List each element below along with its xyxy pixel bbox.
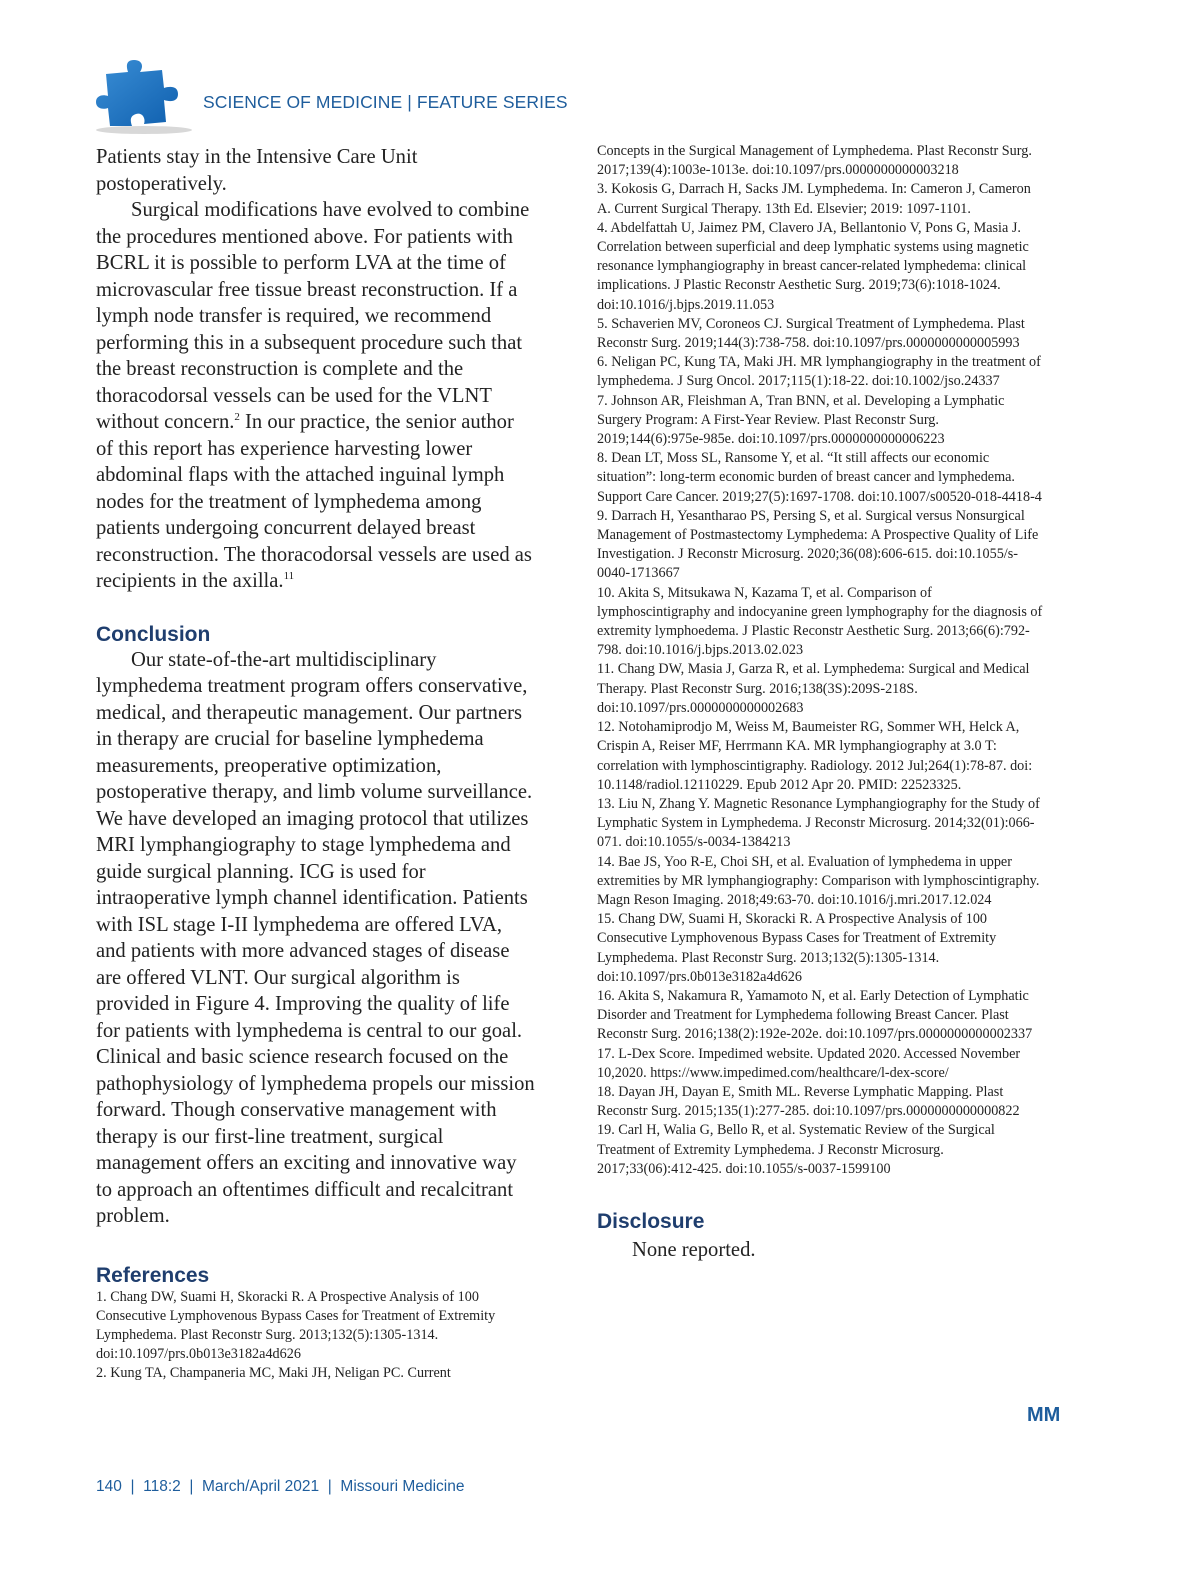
reference-item: 6. Neligan PC, Kung TA, Maki JH. MR lymphangiography in the treatment of lymphedema. J Surg Oncol. 2017;115(1):18-22. doi:10.1002/jso.24337	[597, 354, 1041, 390]
disclosure-heading: Disclosure	[597, 1209, 705, 1233]
reference-item: 7. Johnson AR, Fleishman A, Tran BNN, et al. Developing a Lymphatic Surgery Program: A First-Year Review. Plast Reconstr Surg. 2019;144(6):975e-985e. doi:10.1097/prs.0000000000006223	[597, 392, 1005, 448]
reference-list-left	[96, 1288, 536, 1384]
conclusion-heading: Conclusion	[96, 622, 211, 646]
body-paragraph	[96, 197, 536, 595]
reference-item: 9. Darrach H, Yesantharao PS, Persing S, et al. Surgical versus Nonsurgical Management of Postmastectomy Lymphedema: A Prospective Quality of Life Investigation. J Reconstr Microsurg. 2020;36(08):606-615. doi:10.1055/s-0040-1713667	[597, 507, 1039, 582]
reference-item: Concepts in the Surgical Management of Lymphedema. Plast Reconstr Surg. 2017;139(4):1003e-1013e. doi:10.1097/prs.0000000000003218	[597, 143, 1032, 179]
reference-item: 11. Chang DW, Masia J, Garza R, et al. Lymphedema: Surgical and Medical Therapy. Plast Reconstr Surg. 2016;138(3S):209S-218S. doi:10.1097/prs.0000000000002683	[597, 661, 1030, 716]
reference-list-right	[597, 142, 1047, 1179]
reference-item: 14. Bae JS, Yoo R-E, Choi SH, et al. Evaluation of lymphedema in upper extremities by MR lymphangiography: Comparison with lymphoscintigraphy. Magn Reson Imaging. 2018;49:63-70. doi:10.1016/j.mri.2017.12.024	[597, 853, 1040, 908]
reference-item: 15. Chang DW, Suami H, Skoracki R. A Prospective Analysis of 100 Consecutive Lymphovenous Bypass Cases for Treatment of Extremity Lymphedema. Plast Reconstr Surg. 2013;132(5):1305-1314. doi:10.1097/prs.0b013e3182a4d626	[597, 911, 997, 985]
reference-item: 13. Liu N, Zhang Y. Magnetic Resonance Lymphangiography for the Study of Lymphatic System in Lymphedema. J Reconstr Microsurg. 2014;32(01):066-071. doi:10.1055/s-0034-1384213	[597, 795, 1040, 851]
reference-item: 4. Abdelfattah U, Jaimez PM, Clavero JA, Bellantonio V, Pons G, Masia J. Correlation between superficial and deep lymphatic systems using magnetic resonance lymphangiography in breast cancer-related lymphedema: clinical implications. J Plastic Reconstr Aesthetic Surg. 2019;73(6):1018-1024. doi:10.1016/j.bjps.2019.11.053	[597, 219, 1029, 313]
body-text-run: In our practice, the senior author of this report has experience harvesting lower abdominal flaps with the attached inguinal lymph nodes for the treatment of lymphedema among patients undergoing concurrent delayed breast reconstruction. The thoracodorsal vessels are used as recipients in the axilla.	[96, 411, 532, 592]
reference-item: 12. Notohamiprodjo M, Weiss M, Baumeister RG, Sommer WH, Helck A, Crispin A, Reiser MF, Herrmann KA. MR lymphangiography at 3.0 T: correlation with lymphoscintigraphy. Radiology. 2012 Jul;264(1):78-87. doi: 10.1148/radiol.12110229. Epub 2012 Apr 20. PMID: 22523325.	[597, 719, 1033, 793]
right-column	[597, 142, 1047, 1263]
left-column	[96, 144, 536, 1384]
conclusion-paragraph: Our state-of-the-art multidisciplinary lymphedema treatment program offers conservative, medical, and therapeutic management. Our partners in therapy are crucial for baseline lymphedema measurements, preoperative optimization, postoperative therapy, and limb volume surveillance. We have developed an imaging protocol that utilizes MRI lymphangiography to stage lymphedema and guide surgical planning. ICG is used for intraoperative lymph channel identification. Patients with ISL stage I-II lymphedema are offered LVA, and patients with more advanced stages of disease are offered VLNT. Our surgical algorithm is provided in Figure 4. Improving the quality of life for patients with lymphedema is central to our goal. Clinical and basic science research focused on the pathophysiology of lymphedema propels our mission forward. Though conservative management with therapy is our first-line treatment, surgical management offers an exciting and innovative way to approach an oftentimes difficult and recalcitrant problem.	[96, 648, 535, 1227]
reference-item: 18. Dayan JH, Dayan E, Smith ML. Reverse Lymphatic Mapping. Plast Reconstr Surg. 2015;135(1):277-285. doi:10.1097/prs.0000000000000822	[597, 1083, 1020, 1120]
citation-marker: 2	[234, 411, 240, 424]
reference-item: 17. L-Dex Score. Impedimed website. Updated 2020. Accessed November 10,2020. https://www.impedimed.com/healthcare/l-dex-score/	[597, 1045, 1021, 1081]
reference-item: 1. Chang DW, Suami H, Skoracki R. A Prospective Analysis of 100 Consecutive Lymphovenous Bypass Cases for Treatment of Extremity Lymphedema. Plast Reconstr Surg. 2013;132(5):1305-1314. doi:10.1097/prs.0b013e3182a4d626	[96, 1288, 496, 1363]
disclosure-text: None reported.	[632, 1238, 756, 1261]
reference-item: 3. Kokosis G, Darrach H, Sacks JM. Lymphedema. In: Cameron J, Cameron A. Current Surgical Therapy. 13th Ed. Elsevier; 2019: 1097-1101.	[597, 181, 1031, 217]
body-text-run: Surgical modifications have evolved to combine the procedures mentioned above. For patients with BCRL it is possible to perform LVA at the time of microvascular free tissue breast reconstruction. If a lymph node transfer is required, we recommend performing this in a subsequent procedure such that the breast reconstruction is complete and the thoracodorsal vessels can be used for the VLNT without concern.	[96, 199, 530, 433]
body-paragraph: Patients stay in the Intensive Care Unit postoperatively.	[96, 146, 418, 195]
missouri-medicine-logo: MM	[1027, 1404, 1061, 1426]
series-title: SCIENCE OF MEDICINE | FEATURE SERIES	[203, 92, 568, 112]
reference-item: 10. Akita S, Mitsukawa N, Kazama T, et al. Comparison of lymphoscintigraphy and indocyanine green lymphography for the diagnosis of extremity lymphoedema. J Plastic Reconstr Aesthetic Surg. 2013;66(6):792-798. doi:10.1016/j.bjps.2013.02.023	[597, 584, 1043, 659]
reference-item: 5. Schaverien MV, Coroneos CJ. Surgical Treatment of Lymphedema. Plast Reconstr Surg. 2019;144(3):738-758. doi:10.1097/prs.0000000000005993	[597, 315, 1025, 352]
reference-item: 19. Carl H, Walia G, Bello R, et al. Systematic Review of the Surgical Treatment of Extremity Lymphedema. J Reconstr Microsurg. 2017;33(06):412-425. doi:10.1055/s-0037-1599100	[597, 1122, 995, 1177]
page-footer: 140 | 118:2 | March/April 2021 | Missouri Medicine	[96, 1478, 465, 1495]
page-header	[92, 56, 652, 136]
references-heading: References	[96, 1263, 210, 1287]
puzzle-piece-icon	[92, 56, 192, 136]
reference-item: 8. Dean LT, Moss SL, Ransome Y, et al. “It still affects our economic situation”: long-term economic burden of breast cancer and lymphedema. Support Care Cancer. 2019;27(5):1697-1708. doi:10.1007/s00520-018-4418-4	[597, 450, 1042, 505]
reference-item: 2. Kung TA, Champaneria MC, Maki JH, Neligan PC. Current	[96, 1365, 451, 1382]
citation-marker: 11	[283, 570, 295, 583]
body-text	[96, 144, 536, 595]
conclusion-section	[96, 647, 536, 1230]
reference-item: 16. Akita S, Nakamura R, Yamamoto N, et al. Early Detection of Lymphatic Disorder and Treatment for Lymphedema following Breast Cancer. Plast Reconstr Surg. 2016;138(2):192e-202e. doi:10.1097/prs.0000000000002337	[597, 987, 1033, 1043]
